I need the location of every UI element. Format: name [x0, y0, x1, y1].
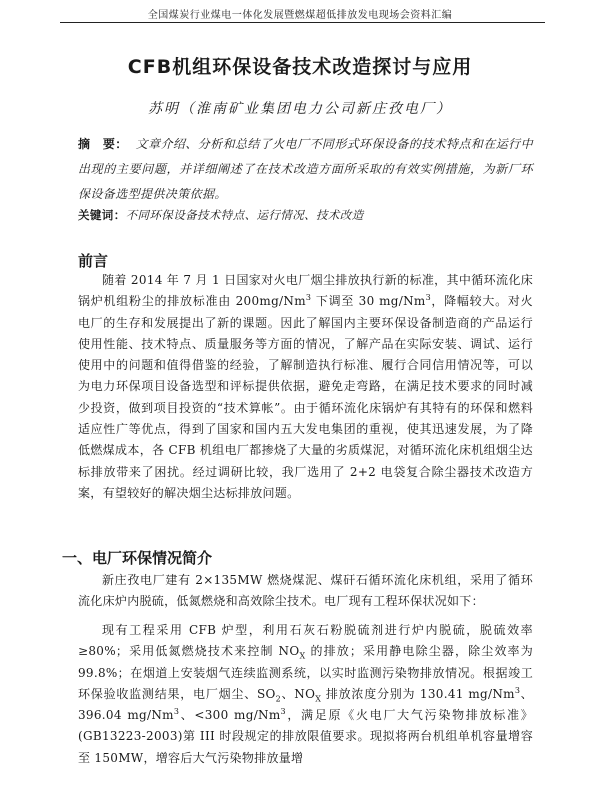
abstract-text: 文章介绍、分析和总结了火电厂不同形式环保设备的技术特点和在运行中出现的主要问题，并详细阐述了在技术改造方面所采取的有效实例措施，为新厂环保设备选型提供决策依据。: [78, 137, 533, 201]
text-run: 下调至 30 mg/Nm: [311, 294, 426, 309]
section-1-paragraph-2: [78, 620, 533, 769]
paper-title: CFB机组环保设备技术改造探讨与应用: [127, 56, 473, 78]
text-run: 随着 2014 年 7 月 1 日国家对火电厂烟尘排放执行新的标准，其中循环流化床锅炉机组粉尘的排放标准由 200mg/Nm: [78, 273, 533, 309]
subscript: 2: [275, 694, 282, 704]
superscript: 3: [280, 707, 286, 717]
keywords-label: 关键词：: [78, 208, 126, 222]
keywords: [78, 205, 533, 225]
text-run: 、NO: [281, 686, 316, 701]
text-run: 排放浓度分别为 130.41 mg/Nm: [321, 686, 515, 701]
preface-paragraph: [78, 270, 533, 504]
text-run: 现有工程采用 CFB 炉型，利用石灰石粉脱硫剂进行炉内脱硫，脱硫效率≥80%；采用低氮燃烧技术来控制 NO: [78, 623, 533, 659]
text-run: 、<300 mg/Nm: [179, 708, 281, 723]
author-line: 苏明（淮南矿业集团电力公司新庄孜电厂）: [148, 101, 452, 117]
header-rule: [60, 22, 545, 23]
text-run: 、396.04 mg/Nm: [78, 686, 533, 723]
abstract-label: 摘 要：: [78, 137, 128, 151]
running-head: 全国煤炭行业煤电一体化发展暨燃煤超低排放发电现场会资料汇编: [147, 10, 453, 21]
text-run: ，满足原《火电厂大气污染物排放标准》(GB13223-2003)第 III 时段规定的排放限值要求。现拟将两台机组单机容量增容至 150MW，增容后大气污染物排放量增: [78, 708, 533, 765]
superscript: 3: [425, 293, 431, 303]
preface-heading: 前言: [78, 252, 109, 270]
subscript: X: [315, 694, 322, 704]
abstract: [78, 132, 533, 207]
section-1-heading: 一、电厂环保情况简介: [62, 549, 213, 567]
superscript: 3: [173, 707, 180, 717]
superscript: 3: [514, 685, 521, 695]
keywords-text: 不同环保设备技术特点、运行情况、技术改造: [125, 208, 364, 222]
text-run: ，降幅较大。对火电厂的生存和发展提出了新的课题。因此了解国内主要环保设备制造商的产品运行使用性能、技术特点、质量服务等方面的情况，了解产品在实际安装、调试、运行使用中的问题和值得借鉴的经验，了解制造执行标准、履行合同信用情况等，可以为电力环保项目设备选型和评标提供依据，避免走弯路，在满足技术要求的同时减少投资，做到项目投资的“技术算帐”。由于循环流化床锅炉有其特有的环保和燃料适应性广等优点，得到了国家和国内五大发电集团的重视，使其迅速发展，为了降低燃煤成本，各 CFB 机组电厂都掺烧了大量的劣质煤泥，对循环流化床机组烟尘达标排放带来了困扰。经过调研比较，我厂选用了 2+2 电袋复合除尘器技术改造方案，有望较好的解决烟尘达标排放问题。: [78, 294, 533, 500]
section-1-paragraph-1: 新庄孜电厂建有 2×135MW 燃烧煤泥、煤矸石循环流化床机组，采用了循环流化床炉内脱硫，低氮燃烧和高效除尘技术。电厂现有工程环保状况如下：: [78, 573, 533, 609]
text-run: 的排放；采用静电除尘器，除尘效率为 99.8%；在烟道上安装烟气连续监测系统，以实时监测污染物排放情况。根据竣工环保验收监测结果，电厂烟尘、SO: [78, 644, 533, 701]
subscript: X: [299, 651, 306, 661]
superscript: 3: [305, 293, 312, 303]
